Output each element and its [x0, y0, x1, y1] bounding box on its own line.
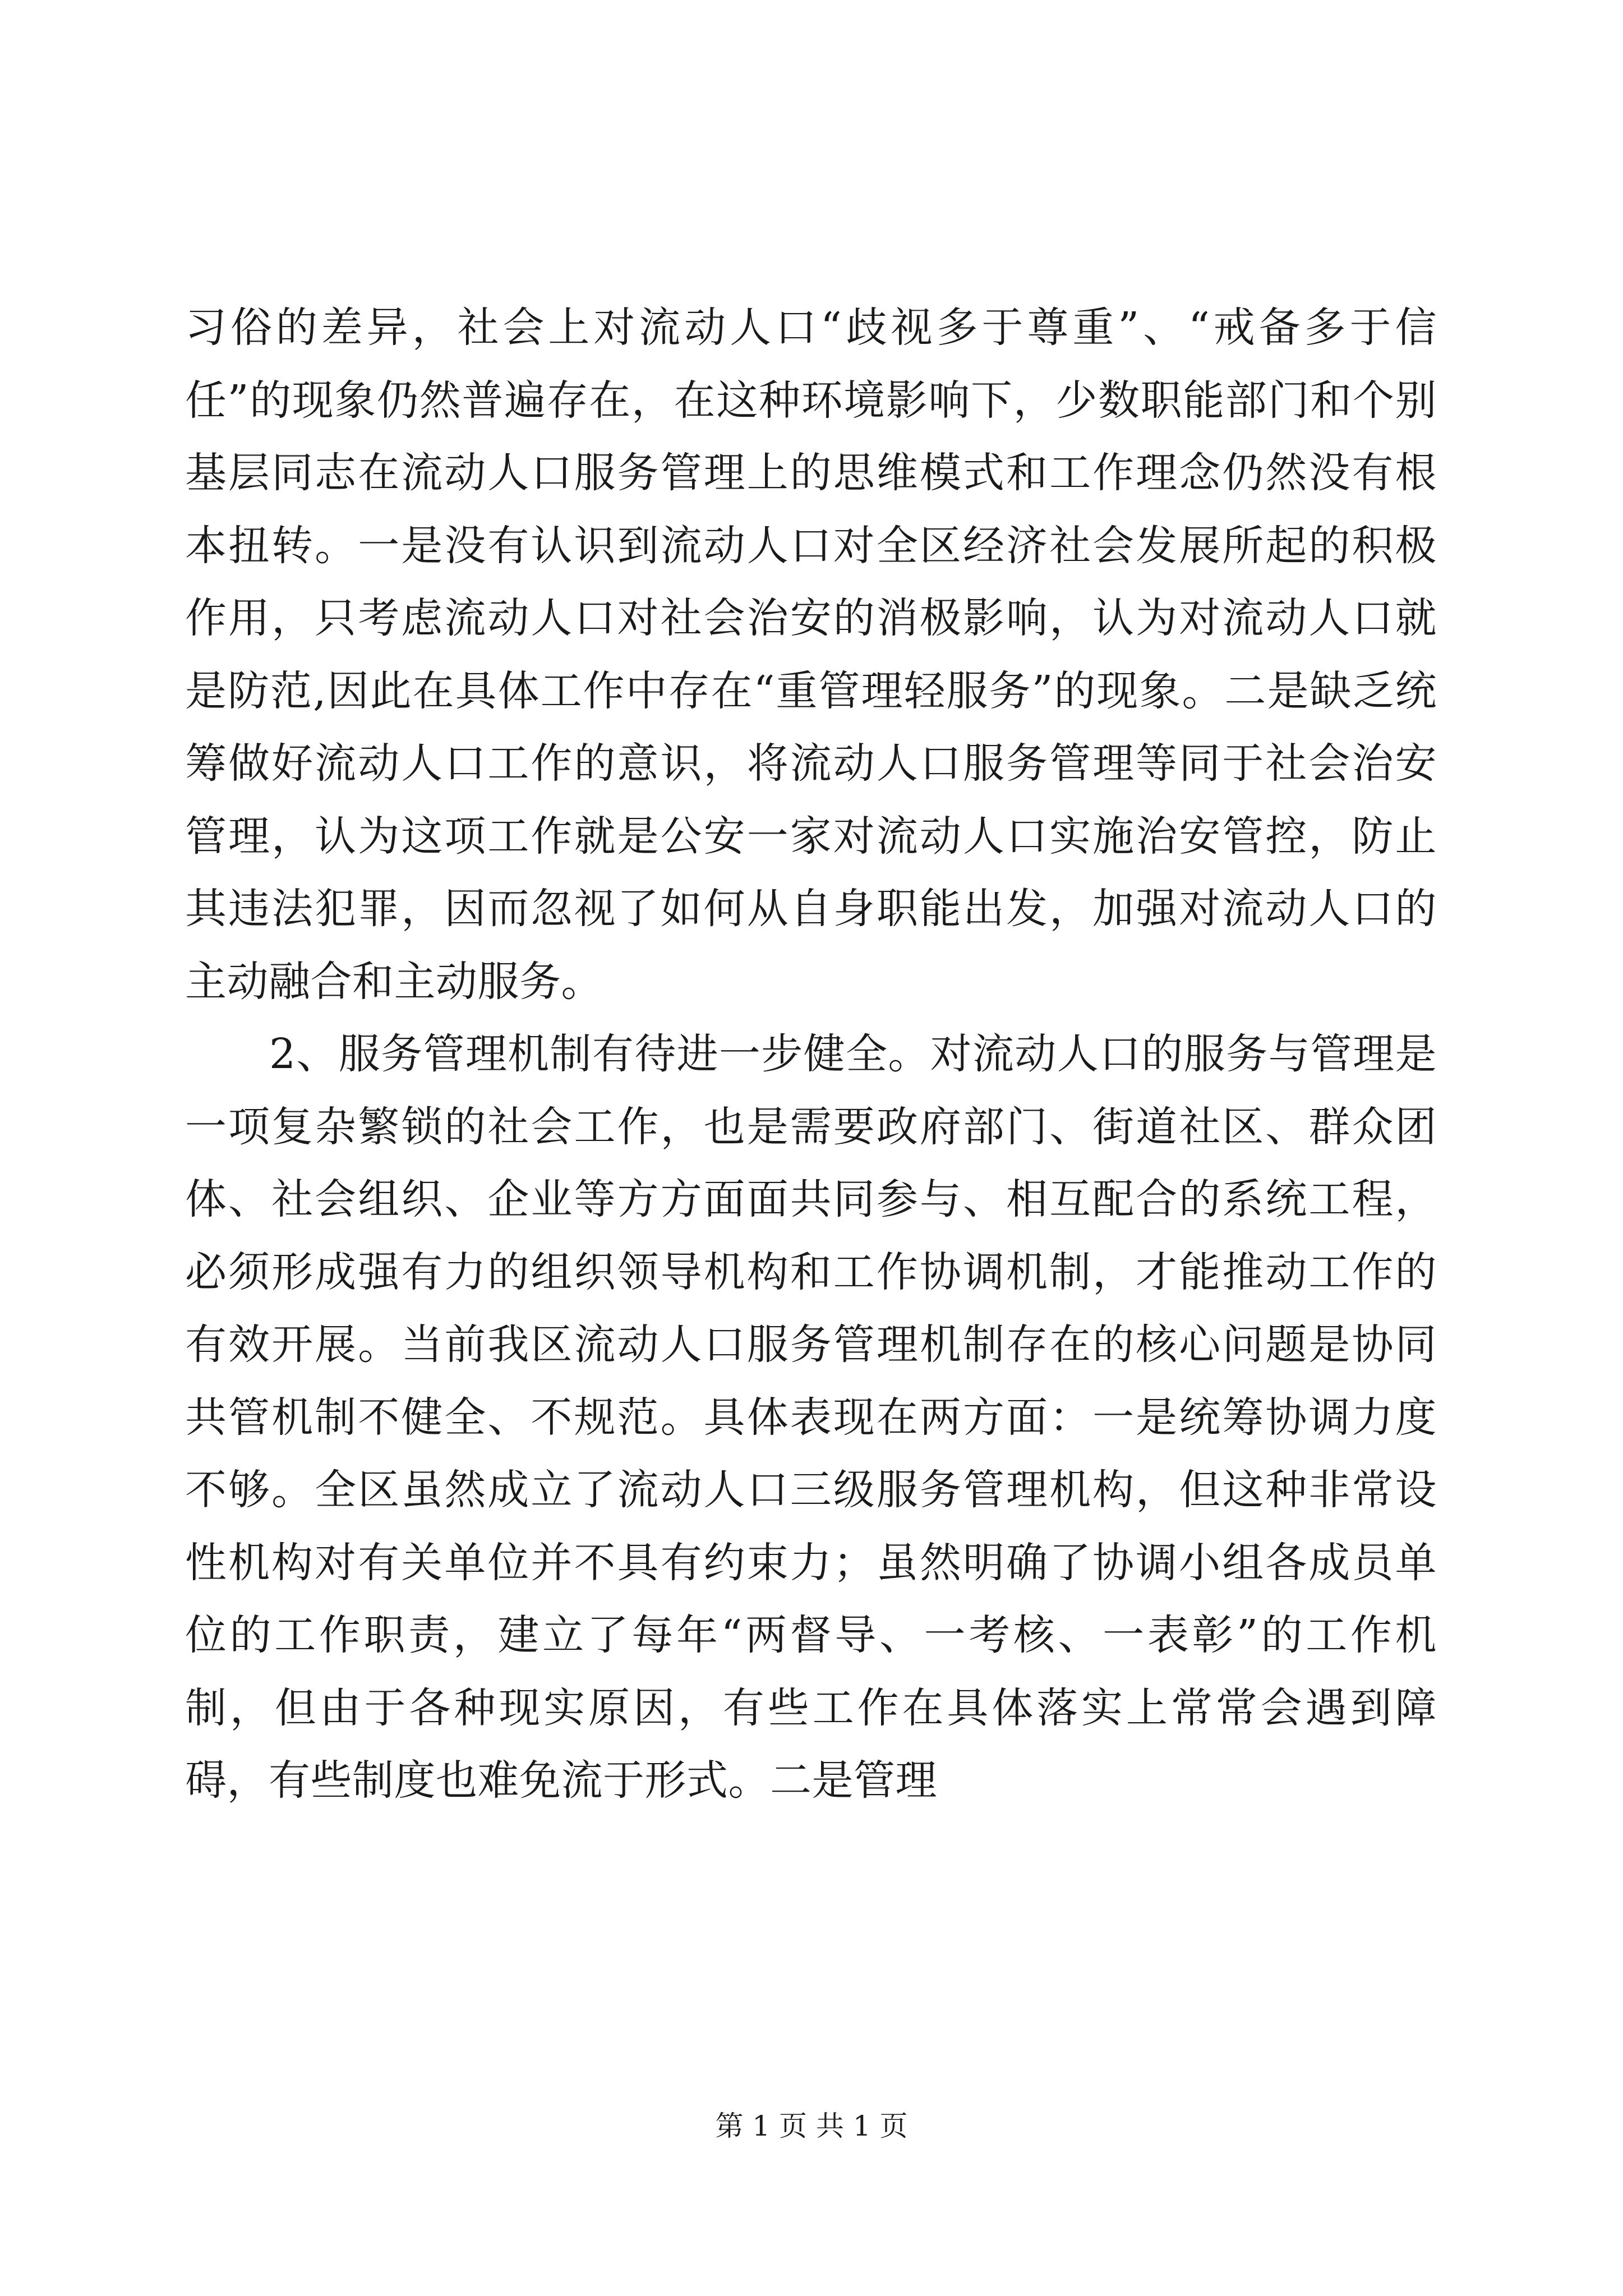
- document-body: [185, 292, 1437, 1818]
- page-number-label: 第 1 页 共 1 页: [715, 2110, 908, 2142]
- paragraph-1: 习俗的差异，社会上对流动人口“歧视多于尊重”、“戒备多于信任”的现象仍然普遍存在，在这种环境影响下，少数职能部门和个别基层同志在流动人口服务管理上的思维模式和工作理念仍然没有根本扭转。一是没有认识到流动人口对全区经济社会发展所起的积极作用，只考虑流动人口对社会治安的消极影响，认为对流动人口就是防范,因此在具体工作中存在“重管理轻服务”的现象。二是缺乏统筹做好流动人口工作的意识，将流动人口服务管理等同于社会治安管理，认为这项工作就是公安一家对流动人口实施治安管控，防止其违法犯罪，因而忽视了如何从自身职能出发，加强对流动人口的主动融合和主动服务。: [185, 303, 1437, 1006]
- page-footer: [0, 2109, 1623, 2143]
- paragraph-2: 2、服务管理机制有待进一步健全。对流动人口的服务与管理是一项复杂繁锁的社会工作，也是需要政府部门、街道社区、群众团体、社会组织、企业等方方面面共同参与、相互配合的系统工程，必须形成强有力的组织领导机构和工作协调机制，才能推动工作的有效开展。当前我区流动人口服务管理机制存在的核心问题是协同共管机制不健全、不规范。具体表现在两方面：一是统筹协调力度不够。全区虽然成立了流动人口三级服务管理机构，但这种非常设性机构对有关单位并不具有约束力；虽然明确了协调小组各成员单位的工作职责，建立了每年“两督导、一考核、一表彰”的工作机制，但由于各种现实原因，有些工作在具体落实上常常会遇到障碍，有些制度也难免流于形式。二是管理: [185, 1030, 1437, 1805]
